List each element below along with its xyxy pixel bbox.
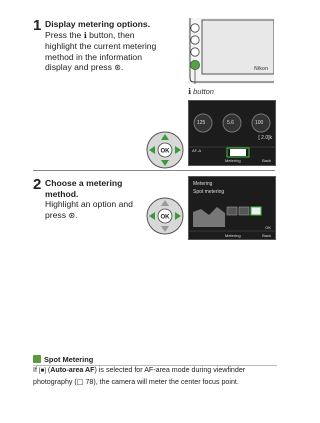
multi-selector-1: [145, 130, 185, 170]
info-iso-value: 100: [255, 120, 264, 126]
info-back-label: Back: [262, 158, 271, 163]
spot-metering-note: [33, 355, 277, 393]
step-2-number: 2: [33, 176, 42, 193]
menu-footer-left: Metering: [225, 233, 241, 238]
auto-area-icon: [■]: [38, 368, 46, 374]
step-2-text: [45, 178, 145, 221]
info-metering-label: Metering: [225, 158, 241, 163]
step-2-title: Choose a metering method.: [45, 178, 123, 199]
info-button-caption: ℹ button: [188, 87, 214, 96]
camera-back-drawing: [188, 18, 274, 84]
metering-menu-screen: [188, 176, 276, 240]
ok-button-icon: ⊛: [114, 63, 121, 73]
info-af-mode: AF-A: [192, 148, 202, 153]
step-2-body: Highlight an option and press ⊛.: [45, 199, 133, 220]
step-1-text: [45, 19, 163, 74]
info-shutter-value: 125: [197, 120, 206, 126]
svg-text:OK: OK: [160, 214, 170, 221]
step-divider: [33, 170, 275, 171]
page-ref-icon: □: [76, 376, 84, 386]
step-1-number: 1: [33, 17, 42, 34]
brand-logo: Nikon: [254, 66, 268, 72]
step-1-body: Press the ℹ button, then highlight the current metering method in the information display and press ⊛.: [45, 29, 157, 73]
menu-ok-label: OK: [265, 225, 271, 230]
note-body: If [■] (Auto-area AF) is selected for AF-area mode during viewfinder photography (□ 78), the camera will meter the center focus point.: [33, 366, 246, 386]
svg-text:OK: OK: [160, 148, 170, 155]
multi-selector-2: [145, 196, 185, 236]
info-button-icon: ℹ: [83, 30, 87, 40]
note-icon: [33, 355, 41, 363]
note-title: Spot Metering: [33, 355, 93, 364]
menu-footer-right: Back: [262, 233, 271, 238]
info-bracket-value: [ 2.0]k: [258, 135, 272, 141]
info-aperture-value: 5.6: [227, 120, 234, 126]
info-caption-icon: ℹ: [188, 87, 192, 96]
info-display-screen: [188, 100, 276, 166]
menu-title: Metering: [193, 181, 213, 187]
menu-subtitle: Spot metering: [193, 189, 225, 195]
ok-button-icon-2: ⊛: [68, 210, 76, 220]
step-1-title: Display metering options.: [45, 19, 151, 29]
camera-back-illustration: [188, 18, 274, 84]
